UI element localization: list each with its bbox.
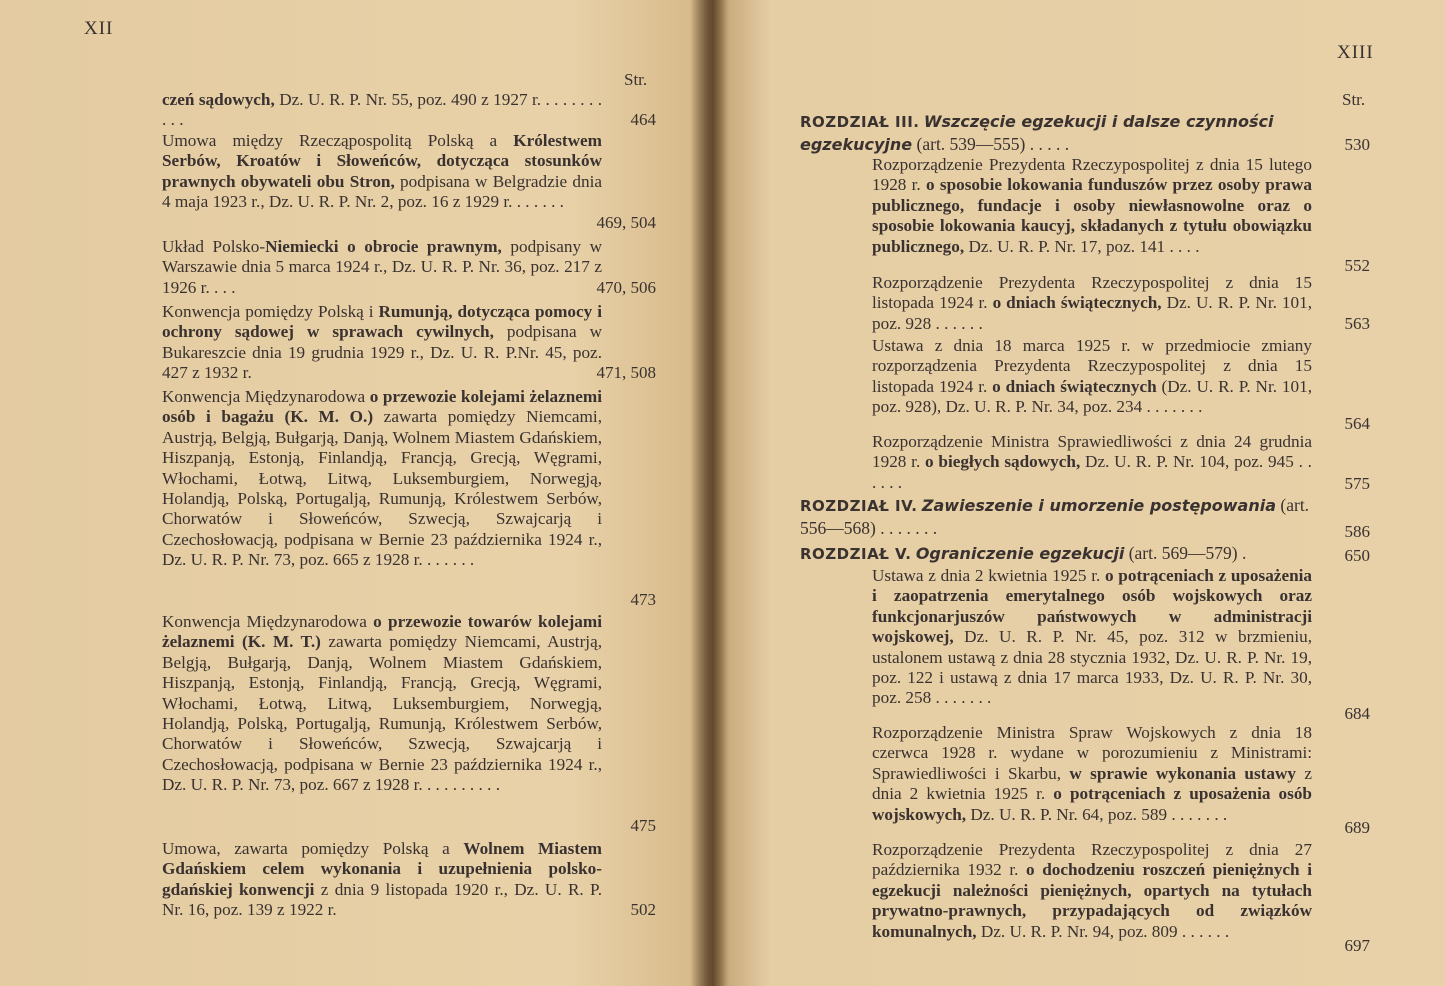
chapter-title: Zawieszenie i umorzenie postępowania xyxy=(921,496,1277,515)
toc-page-ref: 563 xyxy=(1344,314,1370,333)
toc-page-ref: 475 xyxy=(630,816,656,835)
toc-page-ref: 470, 506 xyxy=(596,278,656,297)
toc-entry: Rozporządzenie Ministra Spraw Wojskowych z dnia 18 czerwca 1928 r. wydane w porozumieniu z Ministrami: Sprawiedliwości i Skarbu, w sprawie wykonania ustawy z dnia 2 kwietnia 1925 r. o potrąceniach z uposażenia osób wojskowych, Dz. U. R. P. Nr. 64, poz. 589 . . . . . . . xyxy=(872,723,1312,824)
left-page xyxy=(0,0,712,986)
toc-entry: Konwencja Międzynarodowa o przewozie kolejami żelaznemi osób i bagażu (K. M. O.) zawarta pomiędzy Niemcami, Austrją, Belgją, Bułgarją, Danją, Wolnem Miastem Gdańskiem, Hiszpanją, Estonją, Finlandją, Francją, Grecją, Węgrami, Włochami, Łotwą, Litwą, Luksemburgiem, Norwegją, Holandją, Polską, Portugalją, Rumunją, Królestwem Serbów, Chorwatów i Słoweńców, Szwecją, Szwajcarją i Czechosłowacją, podpisana w Bernie 23 października 1924 r., Dz. U. R. P. Nr. 73, poz. 665 z 1928 r. . . . . . . xyxy=(162,387,602,570)
toc-entry: Ustawa z dnia 2 kwietnia 1925 r. o potrąceniach z uposażenia i zaopatrzenia emerytalnego osób wojskowych oraz funkcjonarjuszów państwowych w administracji wojskowej, Dz. U. R. P. Nr. 45, poz. 312 w brzmieniu, ustalonem ustawą z dnia 28 stycznia 1932, Dz. U. R. P. Nr. 19, poz. 122 i ustawą z dnia 17 marca 1933, Dz. U. R. P. Nr. 30, poz. 258 . . . . . . . xyxy=(872,566,1312,708)
toc-entry: Konwencja Międzynarodowa o przewozie towarów kolejami żelaznemi (K. M. T.) zawarta pomiędzy Niemcami, Austrją, Belgją, Bułgarją, Danją, Wolnem Miastem Gdańskiem, Hiszpanją, Estonją, Finlandją, Francją, Grecją, Węgrami, Włochami, Łotwą, Litwą, Luksemburgiem, Norwegją, Holandją, Polską, Portugalją, Rumunją, Królestwem Serbów, Chorwatów i Słoweńców, Szwecją, Szwajcarją i Czechosłowacją, podpisana w Bernie 23 października 1924 r., Dz. U. R. P. Nr. 73, poz. 667 z 1928 r. . . . . . . . . . xyxy=(162,612,603,795)
page-number-right: XIII xyxy=(1337,42,1374,63)
toc-page-ref: 502 xyxy=(630,900,656,919)
right-page xyxy=(712,0,1445,986)
toc-page-ref: 697 xyxy=(1344,936,1370,955)
toc-entry: Układ Polsko-Niemiecki o obrocie prawnym, podpisany w Warszawie dnia 5 marca 1924 r., Dz. U. R. P. Nr. 36, poz. 217 z 1926 r. . . . xyxy=(162,237,603,297)
column-header-str-left: Str. xyxy=(624,70,648,89)
toc-entry: Konwencja pomiędzy Polską i Rumunją, dotycząca pomocy i ochrony sądowej w sprawach cywilnych, podpisana w Bukareszcie dnia 19 grudnia 1929 r., Dz. U. R. P.Nr. 45, poz. 427 z 1932 r. xyxy=(162,302,602,383)
chapter-heading xyxy=(800,110,1312,156)
toc-page-ref: 552 xyxy=(1344,256,1370,275)
toc-entry: Umowa, zawarta pomiędzy Polską a Wolnem Miastem Gdańskiem celem wykonania i uzupełnienia polsko-gdańskiej konwencji z dnia 9 listopada 1920 r., Dz. U. R. P. Nr. 16, poz. 139 z 1922 r. xyxy=(162,839,602,920)
chapter-page-ref: 650 xyxy=(1344,546,1370,565)
page-number-left: XII xyxy=(84,18,114,39)
toc-page-ref: 684 xyxy=(1344,704,1370,723)
chapter-page-ref: 530 xyxy=(1344,135,1370,154)
chapter-label: ROZDZIAŁ V. xyxy=(800,545,912,563)
toc-page-ref: 564 xyxy=(1344,414,1370,433)
toc-entry: Rozporządzenie Prezydenta Rzeczypospolitej z dnia 15 lutego 1928 r. o sposobie lokowania funduszów przez osoby prawa publicznego, fundacje i osoby niewłasnowolne oraz o sposobie lokowania kaucyj, składanych z tytułu obowiązku publicznego, Dz. U. R. P. Nr. 17, poz. 141 . . . . xyxy=(872,155,1312,256)
toc-entry: Umowa między Rzecząpospolitą Polską a Królestwem Serbów, Kroatów i Słoweńców, dotycząca stosunków prawnych obywateli obu Stron, podpisana w Belgradzie dnia 4 maja 1923 r., Dz. U. R. P. Nr. 2, poz. 16 z 1929 r. . . . . . . xyxy=(162,131,603,212)
chapter-heading xyxy=(800,494,1312,539)
chapter-label: ROZDZIAŁ III. xyxy=(800,113,920,131)
toc-page-ref: 575 xyxy=(1344,474,1370,493)
toc-page-ref: 473 xyxy=(630,590,656,609)
toc-page-ref: 469, 504 xyxy=(596,213,656,232)
book-gutter xyxy=(690,0,730,986)
toc-entry: Rozporządzenie Ministra Sprawiedliwości z dnia 24 grudnia 1928 r. o biegłych sądowych, Dz. U. R. P. Nr. 104, poz. 945 . . . . . . xyxy=(872,432,1312,492)
column-header-str-right: Str. xyxy=(1342,90,1366,109)
toc-page-ref: 464 xyxy=(630,110,656,129)
chapter-articles: (art. 569—579) . xyxy=(1128,543,1247,563)
toc-entry: Rozporządzenie Prezydenta Rzeczypospolitej z dnia 15 listopada 1924 r. o dniach świątecznych, Dz. U. R. P. Nr. 101, poz. 928 . . . . . . xyxy=(872,273,1313,333)
toc-entry: czeń sądowych, Dz. U. R. P. Nr. 55, poz. 490 z 1927 r. . . . . . . . . . . xyxy=(162,90,603,130)
toc-entry: Ustawa z dnia 18 marca 1925 r. w przedmiocie zmiany rozporządzenia Prezydenta Rzeczypospolitej z dnia 15 listopada 1924 r. o dniach świątecznych (Dz. U. R. P. Nr. 101, poz. 928), Dz. U. R. P. Nr. 34, poz. 234 . . . . . . . xyxy=(872,336,1313,417)
toc-page-ref: 471, 508 xyxy=(596,363,656,382)
toc-entry: Rozporządzenie Prezydenta Rzeczypospolitej z dnia 27 października 1932 r. o dochodzeniu roszczeń pieniężnych i egzekucji należności pieniężnych, opartych na tytułach prywatno-prawnych, przypadających od związków komunalnych, Dz. U. R. P. Nr. 94, poz. 809 . . . . . . xyxy=(872,840,1312,941)
chapter-label: ROZDZIAŁ IV. xyxy=(800,497,918,515)
chapter-articles: (art. 539—555) . . . . . xyxy=(916,134,1070,154)
chapter-title: Wszczęcie egzekucji i dalsze czynności egzekucyjne xyxy=(800,112,1274,154)
chapter-title: Ograniczenie egzekucji xyxy=(915,544,1125,563)
toc-page-ref: 689 xyxy=(1344,818,1370,837)
chapter-articles: (art. 556—568) . . . . . . . xyxy=(800,495,1310,538)
chapter-page-ref: 586 xyxy=(1344,522,1370,541)
chapter-heading xyxy=(800,542,1312,565)
